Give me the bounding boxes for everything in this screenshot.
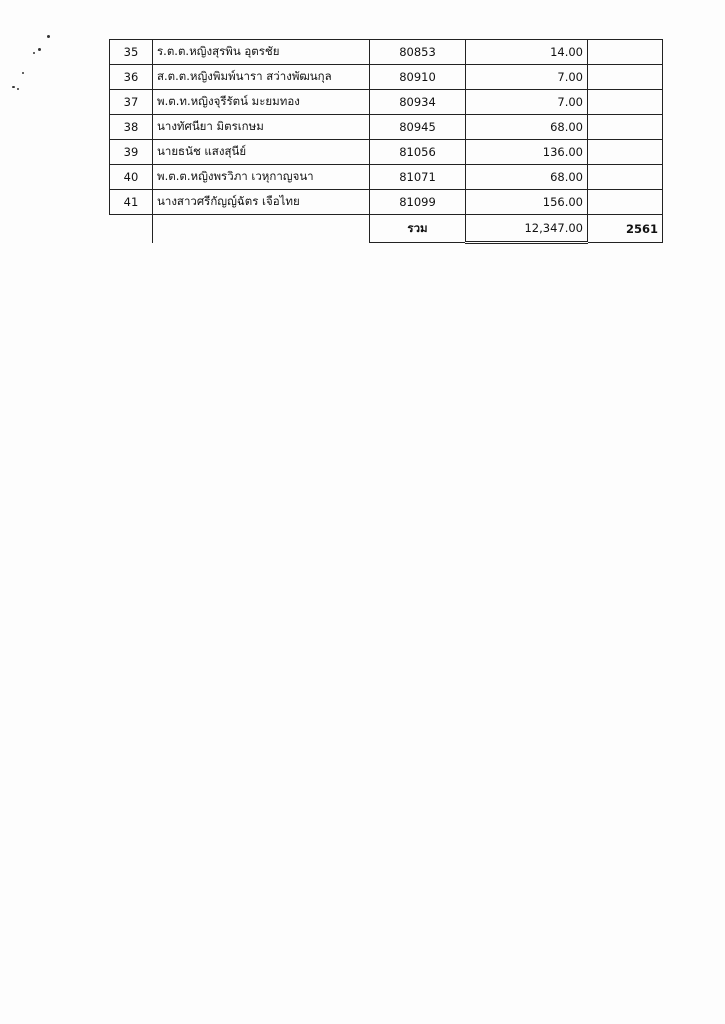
person-name: พ.ต.ต.หญิงพรวิภา เวหุกาญจนา [153, 165, 370, 190]
person-name: ส.ต.ต.หญิงพิมพ์นารา สว่างพัฒนกุล [153, 65, 370, 90]
person-name: นางสาวศรีกัญญ์ฉัตร เจือไทย [153, 190, 370, 215]
amount: 7.00 [466, 90, 588, 115]
table-row [110, 40, 663, 65]
member-code: 80934 [370, 90, 466, 115]
member-code: 81071 [370, 165, 466, 190]
person-name: พ.ต.ท.หญิงจุรีรัตน์ มะยมทอง [153, 90, 370, 115]
row-number: 41 [110, 190, 153, 215]
scan-speck [47, 35, 50, 38]
scan-speck [33, 52, 35, 54]
row-number: 39 [110, 140, 153, 165]
person-name: ร.ต.ต.หญิงสุรพิน อุตรชัย [153, 40, 370, 65]
scan-speck [38, 48, 41, 51]
amount: 68.00 [466, 165, 588, 190]
note-cell [588, 140, 663, 165]
scan-speck [22, 72, 24, 74]
amount: 7.00 [466, 65, 588, 90]
person-name: นายธนัช แสงสุนีย์ [153, 140, 370, 165]
note-cell [588, 190, 663, 215]
member-code: 80910 [370, 65, 466, 90]
table-row [110, 165, 663, 190]
row-number: 37 [110, 90, 153, 115]
table-row [110, 115, 663, 140]
member-code: 81099 [370, 190, 466, 215]
total-note: 2561 [588, 215, 663, 243]
row-number: 35 [110, 40, 153, 65]
table-row [110, 65, 663, 90]
member-code: 80853 [370, 40, 466, 65]
note-cell [588, 65, 663, 90]
total-label: รวม [370, 215, 466, 243]
table-row [110, 90, 663, 115]
scan-speck [12, 86, 15, 88]
empty-cell [153, 215, 370, 243]
amount: 136.00 [466, 140, 588, 165]
note-cell [588, 40, 663, 65]
amount: 14.00 [466, 40, 588, 65]
scan-speck [17, 88, 19, 90]
note-cell [588, 90, 663, 115]
total-amount: 12,347.00 [466, 215, 588, 243]
table-row [110, 190, 663, 215]
total-row [110, 215, 663, 243]
amount: 156.00 [466, 190, 588, 215]
table-row [110, 140, 663, 165]
row-number: 36 [110, 65, 153, 90]
payment-table [109, 39, 663, 244]
note-cell [588, 115, 663, 140]
row-number: 40 [110, 165, 153, 190]
member-code: 81056 [370, 140, 466, 165]
row-number: 38 [110, 115, 153, 140]
member-code: 80945 [370, 115, 466, 140]
empty-cell [110, 215, 153, 243]
note-cell [588, 165, 663, 190]
person-name: นางทัศนียา มิตรเกษม [153, 115, 370, 140]
amount: 68.00 [466, 115, 588, 140]
